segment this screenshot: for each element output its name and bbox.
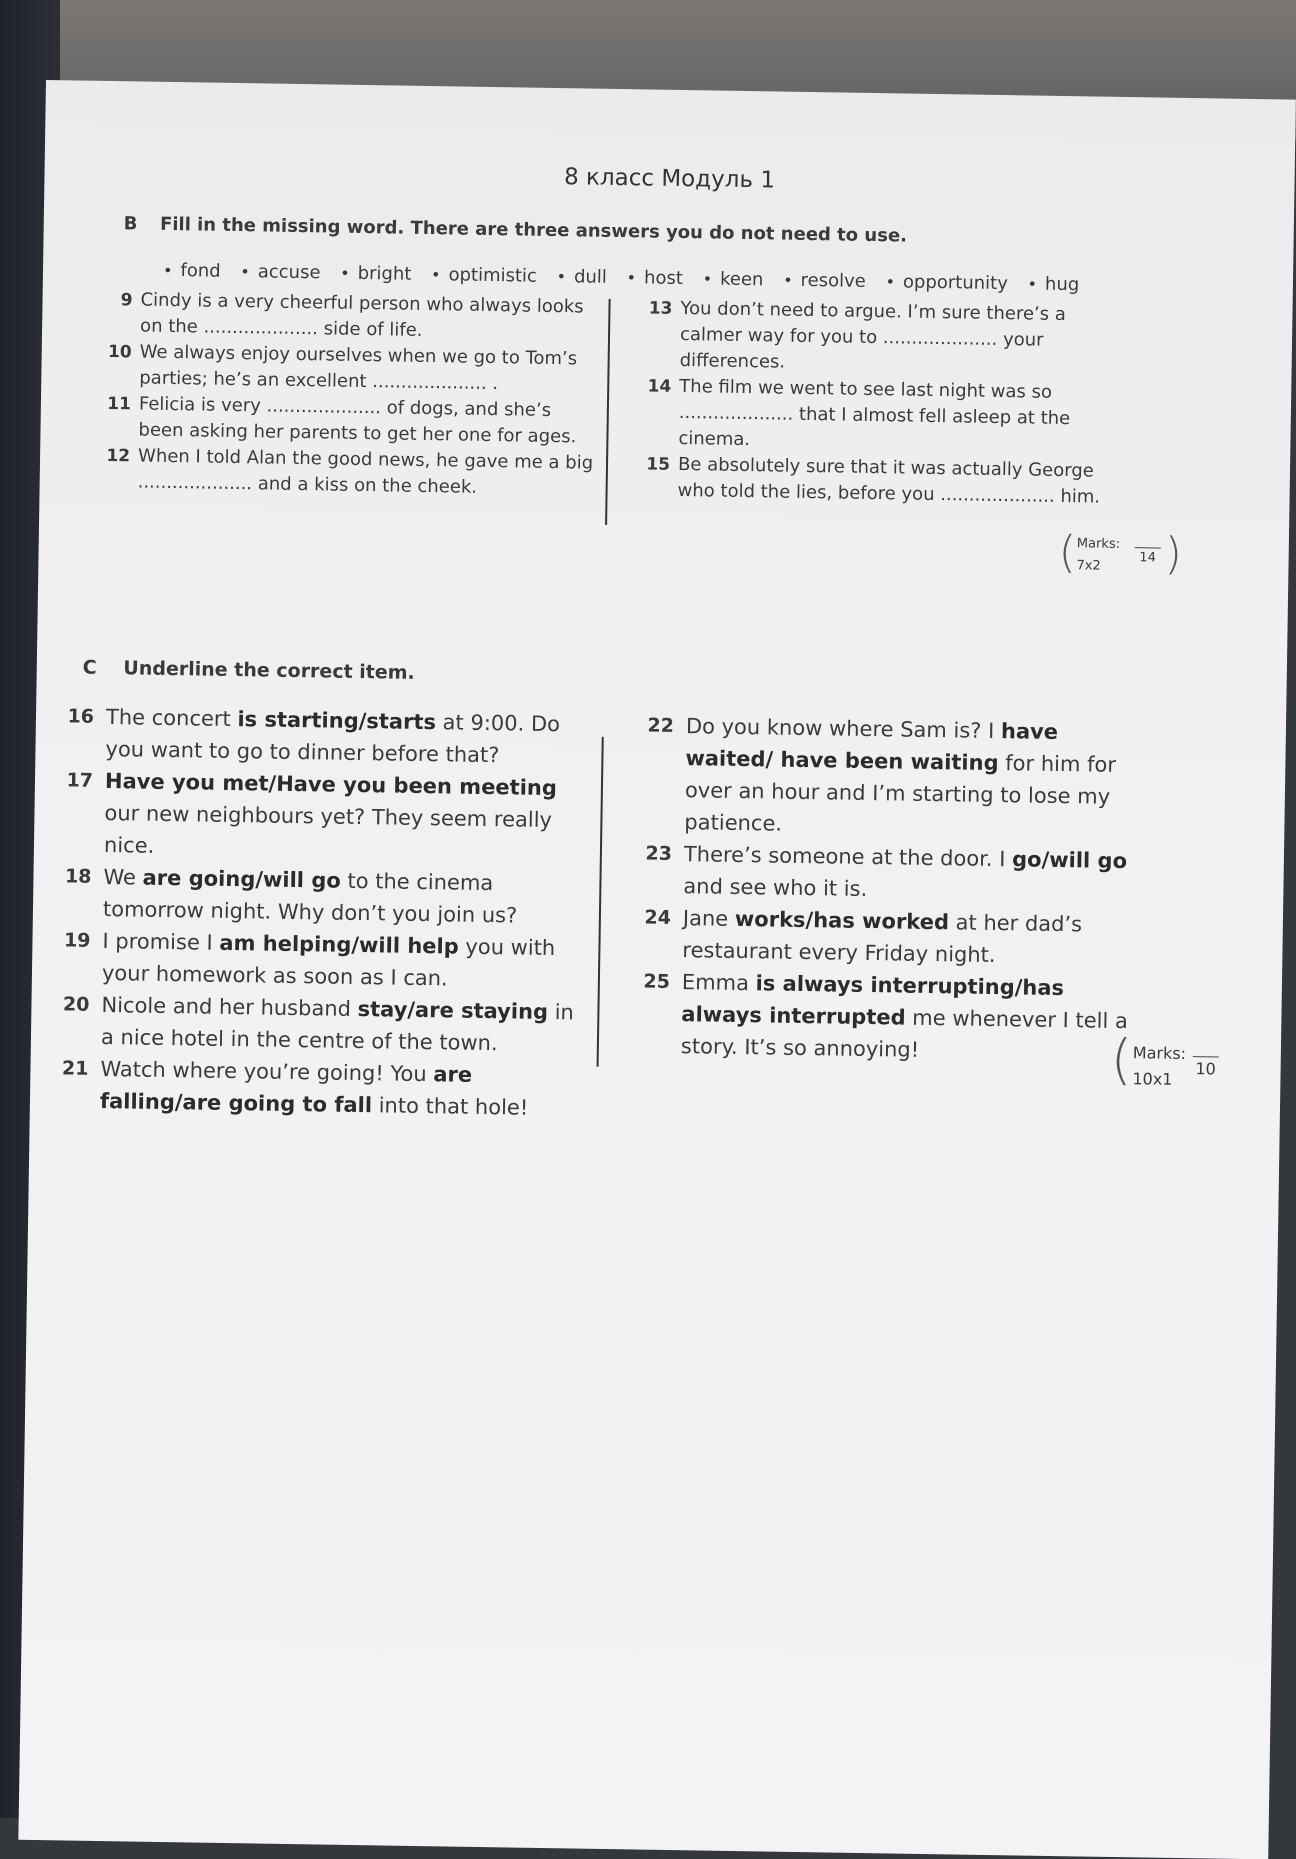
- word-bank-item: • keen: [702, 268, 763, 290]
- exercise-item: [612, 901, 1143, 973]
- word-bank-item: • resolve: [783, 270, 866, 292]
- item-text: Cindy is a very cheerful person who always looks on the .................... side of life.: [140, 290, 584, 341]
- exercise-item: [619, 451, 1120, 511]
- item-text-pre: I promise I: [102, 929, 219, 955]
- item-text-post: our new neighbours yet? They seem really nice.: [104, 801, 552, 858]
- item-choice[interactable]: is always interrupting/has always interrupted: [681, 971, 1064, 1029]
- item-number: 11: [81, 391, 131, 418]
- word-bank-item: • bright: [340, 263, 411, 285]
- exercise-item: [620, 373, 1121, 459]
- item-number: 13: [622, 295, 672, 322]
- section-c-left-column: [30, 700, 596, 1125]
- item-text: You don’t need to argue. I’m sure there’s a calmer way for you to .................... your differences.: [680, 298, 1067, 373]
- item-number: 20: [31, 988, 89, 1021]
- item-number: 24: [613, 901, 671, 934]
- marks-total: 14: [1135, 547, 1161, 565]
- exercise-item: [35, 700, 596, 773]
- word-bank-item: • fond: [163, 260, 221, 282]
- marks-total: 10: [1192, 1056, 1218, 1078]
- item-number: 22: [616, 709, 674, 742]
- word-bank-item: • opportunity: [885, 271, 1008, 294]
- exercise-item: [80, 391, 596, 451]
- section-b-header: [124, 213, 908, 246]
- marks-multiplier: 10x1: [1132, 1069, 1172, 1089]
- item-text: Be absolutely sure that it was actually George who told the lies, before you .................... him.: [677, 454, 1100, 508]
- column-divider: [597, 737, 604, 1067]
- exercise-item: [613, 837, 1144, 909]
- item-text: When I told Alan the good news, he gave me a big .................... and a kiss on the cheek.: [138, 445, 594, 497]
- section-c-right-column: [611, 709, 1146, 1069]
- item-text-post: in a nice hotel in the centre of the town.: [101, 1000, 574, 1055]
- item-text-post: for him for over an hour and I’m starting to lose my patience.: [684, 751, 1116, 836]
- section-b-right-column: [619, 295, 1122, 511]
- exercise-item: [32, 924, 593, 997]
- item-text: We always enjoy ourselves when we go to Tom’s parties; he’s an excellent .................... .: [139, 342, 577, 395]
- word-bank-item: • hug: [1027, 273, 1079, 295]
- exercise-item: [81, 339, 597, 399]
- item-choice[interactable]: have waited/ have been waiting: [685, 719, 1058, 775]
- item-text-pre: Emma: [682, 970, 756, 995]
- section-b-instruction: Fill in the missing word. There are three answers you do not need to use.: [160, 214, 907, 247]
- marks-label: Marks:: [1077, 536, 1120, 552]
- exercise-item: [34, 764, 595, 869]
- item-choice[interactable]: works/has worked: [735, 907, 949, 934]
- item-text-pre: We: [103, 865, 143, 890]
- worksheet-content: [19, 80, 1296, 1799]
- marks-open-paren: (: [1058, 528, 1076, 578]
- item-number: 16: [36, 700, 94, 733]
- item-text-post: and see who it is.: [683, 874, 867, 901]
- item-text-pre: Jane: [683, 906, 735, 931]
- exercise-item: [614, 709, 1146, 845]
- item-text-post: at her dad’s restaurant every Friday night.: [682, 910, 1082, 967]
- item-choice[interactable]: Have you met/Have you been meeting: [105, 769, 557, 800]
- item-text-post: me whenever I tell a story. It’s so annoying!: [681, 1006, 1128, 1062]
- item-choice[interactable]: are falling/are going to fall: [100, 1062, 472, 1117]
- item-choice[interactable]: go/will go: [1012, 847, 1127, 873]
- section-b-letter: B: [124, 213, 154, 234]
- item-text-pre: The concert: [106, 705, 238, 731]
- item-number: 14: [621, 373, 671, 400]
- item-text-post: into that hole!: [372, 1093, 529, 1119]
- marks-multiplier: 7x2: [1076, 558, 1100, 573]
- item-number: 21: [30, 1052, 88, 1085]
- item-text-post: to the cinema tomorrow night. Why don’t you join us?: [103, 869, 518, 928]
- exercise-item: [30, 1052, 591, 1125]
- item-number: 17: [35, 764, 93, 797]
- page-title: 8 класс Модуль 1: [44, 156, 1294, 202]
- item-number: 15: [620, 451, 670, 478]
- word-bank-item: • host: [626, 267, 683, 289]
- exercise-item: [82, 287, 598, 347]
- item-number: 18: [33, 860, 91, 893]
- item-number: 25: [612, 965, 670, 998]
- item-choice[interactable]: stay/are staying: [357, 997, 548, 1024]
- item-number: 19: [32, 924, 90, 957]
- item-text: Felicia is very .................... of dogs, and she’s been asking her parents to get her one for ages.: [138, 394, 576, 448]
- item-number: 9: [82, 287, 132, 314]
- word-bank-item: • optimistic: [431, 264, 537, 287]
- exercise-item: [621, 295, 1122, 381]
- item-number: 10: [82, 339, 132, 366]
- word-bank-item: • accuse: [240, 261, 320, 283]
- item-text-pre: Watch where you’re going! You: [100, 1057, 433, 1086]
- item-text-pre: Nicole and her husband: [101, 993, 358, 1021]
- item-text-pre: There’s someone at the door. I: [684, 842, 1013, 871]
- exercise-item: [33, 860, 594, 933]
- column-divider: [605, 299, 611, 525]
- item-text-post: at 9:00. Do you want to go to dinner before that?: [105, 710, 560, 767]
- item-choice[interactable]: are going/will go: [142, 866, 341, 893]
- section-b-left-column: [79, 287, 597, 503]
- item-text-pre: Do you know where Sam is? I: [686, 714, 1001, 743]
- marks-open-paren: (: [1110, 1035, 1132, 1085]
- section-c-instruction: Underline the correct item.: [123, 657, 415, 684]
- section-c-letter: C: [83, 657, 117, 680]
- item-choice[interactable]: is starting/starts: [237, 707, 436, 734]
- exercise-item: [611, 965, 1142, 1069]
- item-number: 12: [80, 443, 130, 470]
- item-text-post: you with your homework as soon as I can.: [102, 935, 556, 991]
- item-number: 23: [614, 837, 672, 870]
- worksheet-paper: [18, 80, 1295, 1859]
- word-bank-item: • dull: [556, 266, 607, 288]
- marks-label: Marks:: [1133, 1043, 1186, 1063]
- item-text: The film we went to see last night was so .................... that I almost fell asleep at the cinema.: [678, 376, 1070, 450]
- item-choice[interactable]: am helping/will help: [219, 931, 459, 959]
- exercise-item: [31, 988, 592, 1061]
- section-c-header: [83, 657, 415, 684]
- exercise-item: [79, 443, 595, 503]
- marks-close-paren: ): [1164, 530, 1182, 580]
